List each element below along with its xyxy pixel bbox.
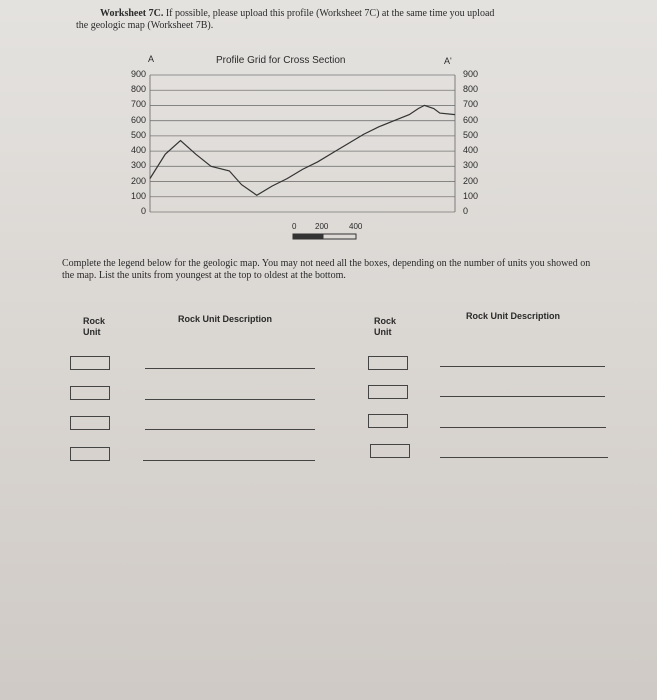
left-axis-tick-label: 0 xyxy=(140,206,146,216)
grid-lines xyxy=(150,75,455,212)
right-description-line[interactable] xyxy=(440,457,608,458)
left-description-line[interactable] xyxy=(145,368,315,369)
left-rock-unit-header-line2: Unit xyxy=(83,327,101,337)
scale-bar-open-segment xyxy=(323,234,356,239)
left-axis-tick-label: 500 xyxy=(130,129,146,140)
left-rock-unit-box[interactable] xyxy=(70,416,110,430)
left-axis-tick-label: 200 xyxy=(130,175,146,186)
worksheet-title-rest: If possible, please upload this profile (Worksheet 7C) at the same time you upload xyxy=(163,8,495,19)
right-axis-tick-label: 0 xyxy=(463,206,469,216)
left-axis-tick-label: 700 xyxy=(130,99,146,110)
right-rock-unit-box[interactable] xyxy=(368,414,408,428)
scale-label-400: 400 xyxy=(349,222,363,231)
right-rock-unit-header-line1: Rock xyxy=(374,316,397,326)
profile-start-label: A xyxy=(148,54,155,64)
right-axis-tick-label: 700 xyxy=(463,99,479,110)
left-description-line[interactable] xyxy=(143,460,315,461)
right-axis-tick-label: 200 xyxy=(463,175,479,186)
right-description-line[interactable] xyxy=(440,366,605,367)
left-axis-tick-label: 300 xyxy=(130,160,146,171)
left-axis-tick-label: 600 xyxy=(130,114,146,125)
right-axis-tick-label: 400 xyxy=(463,145,479,156)
left-rock-unit-box[interactable] xyxy=(70,356,110,370)
profile-grid-title: Profile Grid for Cross Section xyxy=(216,55,346,66)
worksheet-title-line-2: the geologic map (Worksheet 7B). xyxy=(76,20,214,31)
scale-label-200: 200 xyxy=(315,222,329,231)
right-axis-tick-label: 800 xyxy=(463,84,479,95)
right-axis-tick-label: 300 xyxy=(463,160,479,171)
profile-end-label: A' xyxy=(444,56,452,66)
right-rock-unit-box[interactable] xyxy=(370,444,410,458)
right-rock-unit-box[interactable] xyxy=(368,385,408,399)
left-description-header: Rock Unit Description xyxy=(178,314,273,324)
scale-bar-filled-segment xyxy=(293,234,323,239)
scale-label-0: 0 xyxy=(292,222,297,231)
right-axis-tick-label: 900 xyxy=(463,69,479,79)
left-rock-unit-box[interactable] xyxy=(70,386,110,400)
worksheet-title-bold: Worksheet 7C. xyxy=(100,8,164,19)
profile-grid xyxy=(0,0,657,240)
right-rock-unit-header xyxy=(374,316,396,338)
left-description-line[interactable] xyxy=(145,399,315,400)
left-rock-unit-header-line1: Rock xyxy=(83,316,106,326)
right-description-header: Rock Unit Description xyxy=(466,311,561,321)
left-axis-tick-label: 900 xyxy=(130,69,146,79)
right-description-line[interactable] xyxy=(440,396,605,397)
left-rock-unit-box[interactable] xyxy=(70,447,110,461)
left-rock-unit-header xyxy=(83,316,105,338)
left-description-line[interactable] xyxy=(145,429,315,430)
right-axis-tick-label: 100 xyxy=(463,190,479,201)
left-axis-tick-label: 100 xyxy=(130,190,146,201)
left-axis-tick-label: 400 xyxy=(130,145,146,156)
scale-bar xyxy=(292,233,362,241)
right-axis-tick-label: 600 xyxy=(463,114,479,125)
right-description-line[interactable] xyxy=(440,427,606,428)
left-axis-tick-label: 800 xyxy=(130,84,146,95)
legend-instructions: Complete the legend below for the geologic map. You may not need all the boxes, depending on the number of units you showed on the map. List the units from youngest at the top to oldest at the bottom. xyxy=(62,258,591,281)
right-rock-unit-box[interactable] xyxy=(368,356,408,370)
right-rock-unit-header-line2: Unit xyxy=(374,327,392,337)
right-axis-tick-label: 500 xyxy=(463,129,479,140)
